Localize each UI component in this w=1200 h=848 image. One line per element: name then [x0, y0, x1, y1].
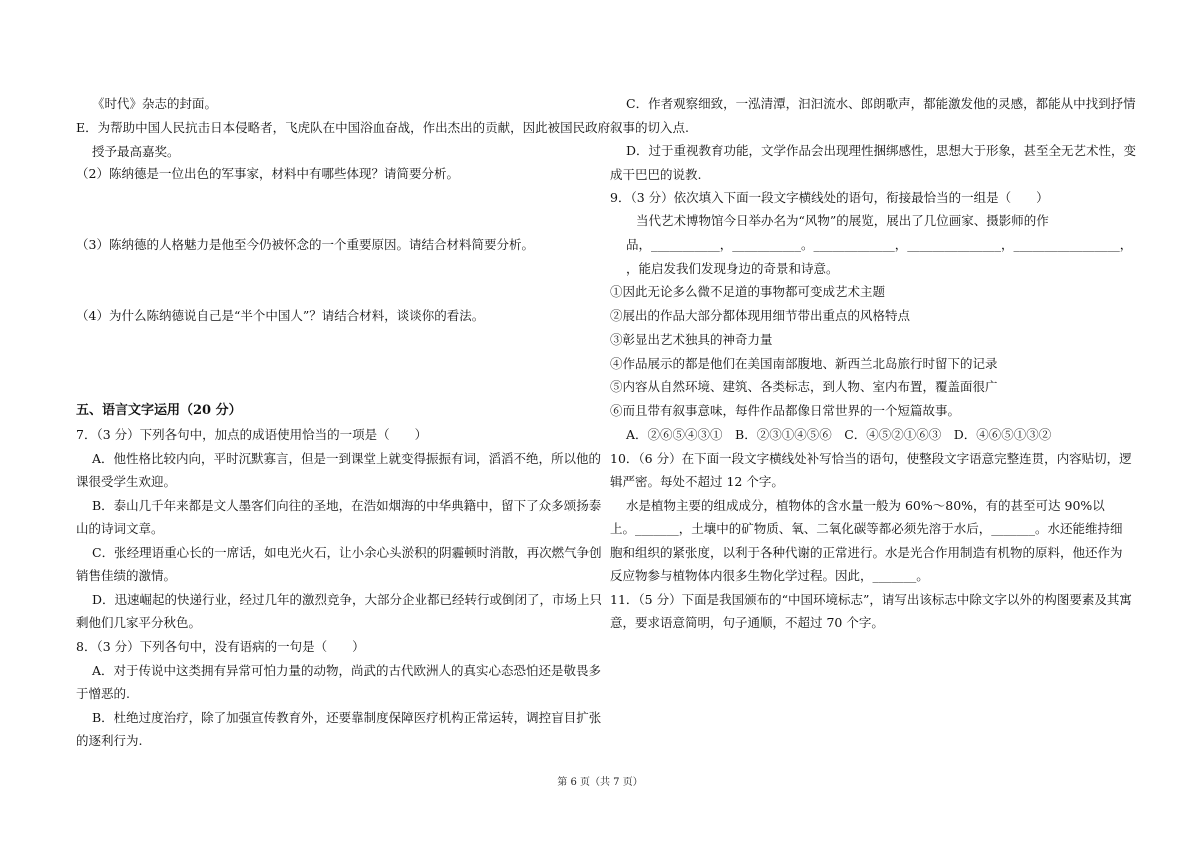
q7-option-d: D．迅速崛起的快递行业，经过几年的激烈竞争，大部分企业都已经转行或倒闭了，市场上只: [92, 592, 603, 607]
question-8: 8．（3 分）下列各句中，没有语病的一句是（ ）: [76, 639, 365, 654]
page-footer: 第 6 页（共 7 页）: [557, 777, 643, 788]
q10-passage: 反应物参与植物体内很多生物化学过程。因此，_______。: [610, 568, 929, 583]
question-7: 7．（3 分）下列各句中，加点的成语使用恰当的一项是（ ）: [76, 427, 428, 442]
question-2: （2）陈纳德是一位出色的军事家，材料中有哪些体现？请简要分析。: [76, 166, 459, 181]
q8-option-c: C．作者观察细致，一泓清潭，汩汩流水、郎朗歌声，都能激发他的灵感，都能从中找到抒情: [626, 96, 1136, 111]
q10-passage: 胞和组织的紧张度，以利于各种代谢的正常进行。水是光合作用制造有机物的原料，他还作为: [610, 545, 1123, 560]
q10-passage: 水是植物主要的组成成分，植物体的含水量一般为 60%～80%，有的甚至可达 90%以: [626, 498, 1105, 513]
section-heading: 五、语言文字运用（20 分）: [76, 403, 242, 418]
q9-passage: 当代艺术博物馆今日举办名为“风物”的展览，展出了几位画家、摄影师的作: [636, 213, 1049, 228]
text-line: 课很受学生欢迎。: [76, 474, 177, 489]
text-line: 叙事的切入点.: [610, 120, 689, 135]
question-11: 11．（5 分）下面是我国颁布的“中国环境标志”，请写出该标志中除文字以外的构图要素及其寓: [610, 592, 1132, 607]
q9-choice-6: ⑥而且带有叙事意味，每件作品都像日常世界的一个短篇故事。: [610, 403, 961, 418]
text-line: 意，要求语意简明，句子通顺，不超过 70 个字。: [610, 615, 884, 630]
q9-choice-2: ②展出的作品大部分都体现用细节带出重点的风格特点: [610, 308, 911, 323]
text-line: 剩他们几家平分秋色。: [76, 615, 202, 630]
text-line: 辑严密。每处不超过 12 个字。: [610, 474, 784, 489]
q7-option-b: B．泰山几千年来都是文人墨客们向往的圣地，在浩如烟海的中华典籍中，留下了众多颂扬泰: [92, 498, 602, 513]
q10-passage: 上。_______，土壤中的矿物质、氧、二氧化碳等都必须先溶于水后，_______。水还能维持细: [610, 521, 1123, 536]
q9-passage: 品，___________，___________。_____________，_______________，_________________，: [626, 237, 1133, 252]
q9-passage: ，能启发我们发现身边的奇景和诗意。: [626, 261, 839, 276]
text-line: 成干巴巴的说教.: [610, 167, 702, 182]
option-e: E．为帮助中国人民抗击日本侵略者，飞虎队在中国浴血奋战，作出杰出的贡献，因此被国民政府: [76, 120, 611, 135]
question-4: （4）为什么陈纳德说自己是“半个中国人”？请结合材料，谈谈你的看法。: [76, 308, 485, 323]
q9-choice-1: ①因此无论多么微不足道的事物都可变成艺术主题: [610, 284, 886, 299]
q9-choice-3: ③彰显出艺术独具的神奇力量: [610, 332, 773, 347]
q9-choice-4: ④作品展示的都是他们在美国南部腹地、新西兰北岛旅行时留下的记录: [610, 356, 998, 371]
text-line: 《时代》杂志的封面。: [92, 96, 218, 111]
question-3: （3）陈纳德的人格魅力是他至今仍被怀念的一个重要原因。请结合材料简要分析。: [76, 237, 534, 252]
q7-option-a: A．他性格比较内向，平时沉默寡言，但是一到课堂上就变得振振有词，滔滔不绝，所以他的: [92, 451, 602, 466]
q8-option-a: A．对于传说中这类拥有异常可怕力量的动物，尚武的古代欧洲人的真实心态恐怕还是敬畏多: [92, 663, 602, 678]
text-line: 授予最高嘉奖。: [92, 144, 180, 159]
question-10: 10．（6 分）在下面一段文字横线处补写恰当的语句，使整段文字语意完整连贯，内容贴切，逻: [610, 451, 1132, 466]
q8-option-b: B．杜绝过度治疗，除了加强宣传教育外，还要靠制度保障医疗机构正常运转，调控盲目扩张: [92, 710, 602, 725]
q8-option-d: D．过于重视教育功能，文学作品会出现理性捆绑感性，思想大于形象，甚至全无艺术性，变: [626, 143, 1137, 158]
text-line: 的逐利行为.: [76, 733, 143, 748]
text-line: 销售佳绩的激情。: [76, 568, 177, 583]
question-9: 9．（3 分）依次填入下面一段文字横线处的语句，衔接最恰当的一组是（ ）: [610, 190, 1049, 205]
q9-answers: A．②⑥⑤④③① B．②③①④⑤⑥ C．④⑤②①⑥③ D．④⑥⑤①③②: [626, 427, 1052, 442]
q9-choice-5: ⑤内容从自然环境、建筑、各类标志，到人物、室内布置，覆盖面很广: [610, 379, 998, 394]
q7-option-c: C．张经理语重心长的一席话，如电光火石，让小余心头淤积的阴霾顿时消散，再次燃气争创: [92, 545, 602, 560]
text-line: 于憎恶的.: [76, 686, 130, 701]
text-line: 山的诗词文章。: [76, 521, 164, 536]
